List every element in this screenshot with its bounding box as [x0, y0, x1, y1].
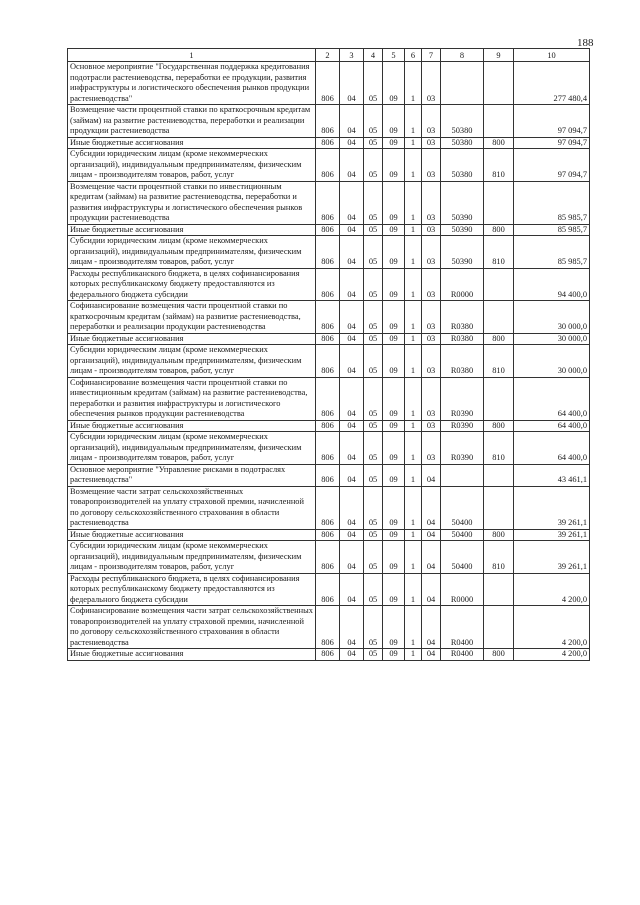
row-expense-type-cell: 810	[484, 149, 514, 182]
row-expense-type-cell: 800	[484, 420, 514, 432]
row-expense-type-cell	[484, 606, 514, 649]
row-section-cell: 04	[340, 268, 364, 301]
row-subsection-cell: 05	[364, 137, 383, 149]
row-activity-cell: 04	[422, 529, 441, 541]
row-subprogram-cell: 1	[405, 573, 422, 606]
row-program-cell: 09	[383, 236, 405, 269]
table-row	[68, 541, 590, 574]
row-activity-cell: 03	[422, 301, 441, 334]
row-subsection-cell: 05	[364, 464, 383, 486]
page-number: 188	[577, 37, 594, 49]
row-subprogram-cell: 1	[405, 606, 422, 649]
row-subprogram-cell: 1	[405, 345, 422, 378]
header-cell: 4	[364, 49, 383, 62]
row-expense-type-cell: 810	[484, 236, 514, 269]
row-section-cell: 04	[340, 420, 364, 432]
row-activity-cell: 03	[422, 333, 441, 345]
row-program-cell: 09	[383, 529, 405, 541]
row-program-cell: 09	[383, 345, 405, 378]
row-name-cell: Возмещение части затрат сельскохозяйственных товаропроизводителей на уплату страховой премии, начисленной по договору сельскохозяйственного страхования в области растениеводства	[68, 486, 316, 529]
row-activity-cell: 04	[422, 541, 441, 574]
table-row	[68, 432, 590, 465]
row-direction-cell: R0390	[441, 377, 484, 420]
row-section-cell: 04	[340, 181, 364, 224]
row-subsection-cell: 05	[364, 573, 383, 606]
table-row	[68, 529, 590, 541]
row-activity-cell: 04	[422, 606, 441, 649]
row-name-cell: Основное мероприятие "Управление рисками в подотраслях растениеводства"	[68, 464, 316, 486]
row-subsection-cell: 05	[364, 541, 383, 574]
row-admin-code-cell: 806	[316, 377, 340, 420]
row-direction-cell: R0380	[441, 301, 484, 334]
row-section-cell: 04	[340, 649, 364, 661]
table-row	[68, 105, 590, 138]
row-subsection-cell: 05	[364, 606, 383, 649]
row-program-cell: 09	[383, 268, 405, 301]
row-activity-cell: 03	[422, 432, 441, 465]
row-name-cell: Расходы республиканского бюджета, в целях софинансирования которых республиканскому бюджету предоставляются из федерального бюджета субсидии	[68, 268, 316, 301]
row-admin-code-cell: 806	[316, 268, 340, 301]
row-program-cell: 09	[383, 105, 405, 138]
row-activity-cell: 03	[422, 149, 441, 182]
row-section-cell: 04	[340, 137, 364, 149]
row-amount-cell: 4 200,0	[514, 649, 590, 661]
row-name-cell: Возмещение части процентной ставки по инвестиционным кредитам (займам) на развитие растениеводства, переработки и развития инфраструктуры и логистического обеспечения рынков продукции растениеводства	[68, 181, 316, 224]
row-direction-cell: 50380	[441, 137, 484, 149]
table-row	[68, 649, 590, 661]
header-cell: 9	[484, 49, 514, 62]
row-program-cell: 09	[383, 377, 405, 420]
row-direction-cell: R0400	[441, 649, 484, 661]
row-expense-type-cell: 800	[484, 333, 514, 345]
row-activity-cell: 03	[422, 236, 441, 269]
row-program-cell: 09	[383, 573, 405, 606]
row-subprogram-cell: 1	[405, 541, 422, 574]
row-subprogram-cell: 1	[405, 333, 422, 345]
table-row	[68, 181, 590, 224]
row-subsection-cell: 05	[364, 420, 383, 432]
row-direction-cell: 50400	[441, 486, 484, 529]
row-direction-cell: 50390	[441, 181, 484, 224]
row-section-cell: 04	[340, 541, 364, 574]
row-section-cell: 04	[340, 301, 364, 334]
row-name-cell: Субсидии юридическим лицам (кроме некоммерческих организаций), индивидуальным предпринимателям, физическим лицам - производителям товаров, работ, услуг	[68, 541, 316, 574]
row-admin-code-cell: 806	[316, 464, 340, 486]
row-section-cell: 04	[340, 333, 364, 345]
row-name-cell: Софинансирование возмещения части процентной ставки по краткосрочным кредитам (займам) на развитие растениеводства, переработки и реализации продукции растениеводства	[68, 301, 316, 334]
row-expense-type-cell: 800	[484, 649, 514, 661]
row-expense-type-cell: 800	[484, 224, 514, 236]
row-direction-cell: 50390	[441, 224, 484, 236]
row-program-cell: 09	[383, 224, 405, 236]
row-subsection-cell: 05	[364, 105, 383, 138]
row-activity-cell: 03	[422, 268, 441, 301]
row-name-cell: Субсидии юридическим лицам (кроме некоммерческих организаций), индивидуальным предпринимателям, физическим лицам - производителям товаров, работ, услуг	[68, 345, 316, 378]
header-cell: 3	[340, 49, 364, 62]
row-section-cell: 04	[340, 62, 364, 105]
row-subprogram-cell: 1	[405, 301, 422, 334]
row-subprogram-cell: 1	[405, 464, 422, 486]
row-name-cell: Субсидии юридическим лицам (кроме некоммерческих организаций), индивидуальным предпринимателям, физическим лицам - производителям товаров, работ, услуг	[68, 149, 316, 182]
row-admin-code-cell: 806	[316, 541, 340, 574]
header-cell: 10	[514, 49, 590, 62]
row-amount-cell: 85 985,7	[514, 224, 590, 236]
row-name-cell: Иные бюджетные ассигнования	[68, 649, 316, 661]
row-admin-code-cell: 806	[316, 62, 340, 105]
row-admin-code-cell: 806	[316, 333, 340, 345]
row-section-cell: 04	[340, 236, 364, 269]
row-section-cell: 04	[340, 529, 364, 541]
row-activity-cell: 04	[422, 649, 441, 661]
row-subprogram-cell: 1	[405, 649, 422, 661]
row-amount-cell: 97 094,7	[514, 105, 590, 138]
row-subprogram-cell: 1	[405, 105, 422, 138]
row-direction-cell: R0380	[441, 333, 484, 345]
row-name-cell: Иные бюджетные ассигнования	[68, 333, 316, 345]
row-direction-cell	[441, 464, 484, 486]
row-activity-cell: 03	[422, 224, 441, 236]
row-program-cell: 09	[383, 486, 405, 529]
table-row	[68, 486, 590, 529]
row-amount-cell: 85 985,7	[514, 181, 590, 224]
row-amount-cell: 43 461,1	[514, 464, 590, 486]
table-row	[68, 301, 590, 334]
row-subprogram-cell: 1	[405, 236, 422, 269]
row-amount-cell: 30 000,0	[514, 333, 590, 345]
row-activity-cell: 03	[422, 420, 441, 432]
table-row	[68, 149, 590, 182]
row-amount-cell: 39 261,1	[514, 486, 590, 529]
table-row	[68, 268, 590, 301]
row-subsection-cell: 05	[364, 268, 383, 301]
row-activity-cell: 03	[422, 62, 441, 105]
row-expense-type-cell	[484, 464, 514, 486]
row-admin-code-cell: 806	[316, 301, 340, 334]
row-direction-cell: 50400	[441, 541, 484, 574]
row-expense-type-cell	[484, 105, 514, 138]
row-direction-cell: R0000	[441, 573, 484, 606]
table-row	[68, 224, 590, 236]
row-activity-cell: 03	[422, 345, 441, 378]
header-cell: 1	[68, 49, 316, 62]
row-subprogram-cell: 1	[405, 149, 422, 182]
row-amount-cell: 4 200,0	[514, 573, 590, 606]
row-amount-cell: 64 400,0	[514, 377, 590, 420]
row-program-cell: 09	[383, 301, 405, 334]
row-expense-type-cell	[484, 377, 514, 420]
row-program-cell: 09	[383, 606, 405, 649]
row-admin-code-cell: 806	[316, 149, 340, 182]
row-program-cell: 09	[383, 149, 405, 182]
row-amount-cell: 64 400,0	[514, 420, 590, 432]
row-subsection-cell: 05	[364, 62, 383, 105]
row-expense-type-cell: 800	[484, 529, 514, 541]
row-expense-type-cell	[484, 181, 514, 224]
table-header-row	[68, 49, 590, 62]
row-subprogram-cell: 1	[405, 224, 422, 236]
header-cell: 7	[422, 49, 441, 62]
row-activity-cell: 04	[422, 573, 441, 606]
row-expense-type-cell	[484, 301, 514, 334]
row-subprogram-cell: 1	[405, 420, 422, 432]
row-subprogram-cell: 1	[405, 137, 422, 149]
row-section-cell: 04	[340, 105, 364, 138]
row-amount-cell: 97 094,7	[514, 137, 590, 149]
row-name-cell: Возмещение части процентной ставки по краткосрочным кредитам (займам) на развитие растениеводства, переработки и реализации продукции растениеводства	[68, 105, 316, 138]
row-name-cell: Основное мероприятие "Государственная поддержка кредитования подотрасли растениеводства, переработки ее продукции, развития инфраструктуры и логистического обеспечения рынков продукции растениеводства"	[68, 62, 316, 105]
row-subprogram-cell: 1	[405, 268, 422, 301]
row-activity-cell: 03	[422, 181, 441, 224]
row-direction-cell: 50380	[441, 105, 484, 138]
row-name-cell: Иные бюджетные ассигнования	[68, 420, 316, 432]
row-admin-code-cell: 806	[316, 345, 340, 378]
table-row	[68, 606, 590, 649]
row-section-cell: 04	[340, 345, 364, 378]
row-program-cell: 09	[383, 464, 405, 486]
row-subprogram-cell: 1	[405, 377, 422, 420]
row-subsection-cell: 05	[364, 224, 383, 236]
table-row	[68, 236, 590, 269]
row-direction-cell: R0380	[441, 345, 484, 378]
row-amount-cell: 277 480,4	[514, 62, 590, 105]
row-admin-code-cell: 806	[316, 137, 340, 149]
row-expense-type-cell	[484, 62, 514, 105]
row-amount-cell: 97 094,7	[514, 149, 590, 182]
row-direction-cell	[441, 62, 484, 105]
row-direction-cell: R0390	[441, 420, 484, 432]
row-name-cell: Субсидии юридическим лицам (кроме некоммерческих организаций), индивидуальным предпринимателям, физическим лицам - производителям товаров, работ, услуг	[68, 236, 316, 269]
row-amount-cell: 85 985,7	[514, 236, 590, 269]
row-subprogram-cell: 1	[405, 181, 422, 224]
table-row	[68, 345, 590, 378]
row-name-cell: Иные бюджетные ассигнования	[68, 224, 316, 236]
row-subsection-cell: 05	[364, 432, 383, 465]
row-name-cell: Софинансирование возмещения части процентной ставки по инвестиционным кредитам (займам) на развитие растениеводства, переработки и развития инфраструктуры и логистического обеспечения рынков продукции растениеводства	[68, 377, 316, 420]
row-subprogram-cell: 1	[405, 432, 422, 465]
row-program-cell: 09	[383, 181, 405, 224]
row-admin-code-cell: 806	[316, 420, 340, 432]
row-activity-cell: 04	[422, 486, 441, 529]
row-admin-code-cell: 806	[316, 606, 340, 649]
row-expense-type-cell: 810	[484, 432, 514, 465]
table-row	[68, 333, 590, 345]
row-subsection-cell: 05	[364, 377, 383, 420]
row-admin-code-cell: 806	[316, 236, 340, 269]
row-section-cell: 04	[340, 606, 364, 649]
row-direction-cell: R0000	[441, 268, 484, 301]
header-cell: 6	[405, 49, 422, 62]
budget-table	[67, 48, 590, 661]
row-direction-cell: 50390	[441, 236, 484, 269]
row-amount-cell: 4 200,0	[514, 606, 590, 649]
row-admin-code-cell: 806	[316, 432, 340, 465]
row-activity-cell: 04	[422, 464, 441, 486]
row-name-cell: Иные бюджетные ассигнования	[68, 529, 316, 541]
row-program-cell: 09	[383, 137, 405, 149]
row-subprogram-cell: 1	[405, 529, 422, 541]
row-admin-code-cell: 806	[316, 529, 340, 541]
row-amount-cell: 39 261,1	[514, 541, 590, 574]
row-name-cell: Расходы республиканского бюджета, в целях софинансирования которых республиканскому бюджету предоставляются из федерального бюджета субсидии	[68, 573, 316, 606]
row-name-cell: Софинансирование возмещения части затрат сельскохозяйственных товаропроизводителей на уплату страховой премии, начисленной по договору сельскохозяйственного страхования в области растениеводства	[68, 606, 316, 649]
row-section-cell: 04	[340, 377, 364, 420]
row-direction-cell: 50380	[441, 149, 484, 182]
table-row	[68, 573, 590, 606]
row-section-cell: 04	[340, 432, 364, 465]
row-subprogram-cell: 1	[405, 62, 422, 105]
row-subsection-cell: 05	[364, 486, 383, 529]
header-cell: 5	[383, 49, 405, 62]
row-admin-code-cell: 806	[316, 105, 340, 138]
row-direction-cell: R0390	[441, 432, 484, 465]
header-cell: 8	[441, 49, 484, 62]
row-subsection-cell: 05	[364, 149, 383, 182]
table-row	[68, 377, 590, 420]
row-subsection-cell: 05	[364, 333, 383, 345]
row-section-cell: 04	[340, 486, 364, 529]
row-section-cell: 04	[340, 224, 364, 236]
row-program-cell: 09	[383, 541, 405, 574]
row-section-cell: 04	[340, 149, 364, 182]
row-admin-code-cell: 806	[316, 649, 340, 661]
row-subsection-cell: 05	[364, 301, 383, 334]
row-program-cell: 09	[383, 432, 405, 465]
row-subsection-cell: 05	[364, 649, 383, 661]
row-admin-code-cell: 806	[316, 486, 340, 529]
row-amount-cell: 30 000,0	[514, 301, 590, 334]
row-expense-type-cell	[484, 486, 514, 529]
row-program-cell: 09	[383, 649, 405, 661]
row-subsection-cell: 05	[364, 345, 383, 378]
row-program-cell: 09	[383, 62, 405, 105]
table-row	[68, 137, 590, 149]
row-amount-cell: 39 261,1	[514, 529, 590, 541]
table-row	[68, 420, 590, 432]
row-subsection-cell: 05	[364, 181, 383, 224]
row-amount-cell: 30 000,0	[514, 345, 590, 378]
row-admin-code-cell: 806	[316, 224, 340, 236]
row-program-cell: 09	[383, 333, 405, 345]
row-direction-cell: 50400	[441, 529, 484, 541]
row-activity-cell: 03	[422, 377, 441, 420]
row-name-cell: Иные бюджетные ассигнования	[68, 137, 316, 149]
row-expense-type-cell: 810	[484, 345, 514, 378]
row-amount-cell: 94 400,0	[514, 268, 590, 301]
row-name-cell: Субсидии юридическим лицам (кроме некоммерческих организаций), индивидуальным предпринимателям, физическим лицам - производителям товаров, работ, услуг	[68, 432, 316, 465]
row-expense-type-cell: 800	[484, 137, 514, 149]
row-section-cell: 04	[340, 573, 364, 606]
row-admin-code-cell: 806	[316, 573, 340, 606]
row-activity-cell: 03	[422, 105, 441, 138]
row-expense-type-cell	[484, 268, 514, 301]
row-subsection-cell: 05	[364, 236, 383, 269]
header-cell: 2	[316, 49, 340, 62]
row-expense-type-cell	[484, 573, 514, 606]
row-subprogram-cell: 1	[405, 486, 422, 529]
row-admin-code-cell: 806	[316, 181, 340, 224]
table-row	[68, 464, 590, 486]
row-direction-cell: R0400	[441, 606, 484, 649]
row-program-cell: 09	[383, 420, 405, 432]
row-amount-cell: 64 400,0	[514, 432, 590, 465]
row-section-cell: 04	[340, 464, 364, 486]
row-activity-cell: 03	[422, 137, 441, 149]
table-row	[68, 62, 590, 105]
row-subsection-cell: 05	[364, 529, 383, 541]
row-expense-type-cell: 810	[484, 541, 514, 574]
